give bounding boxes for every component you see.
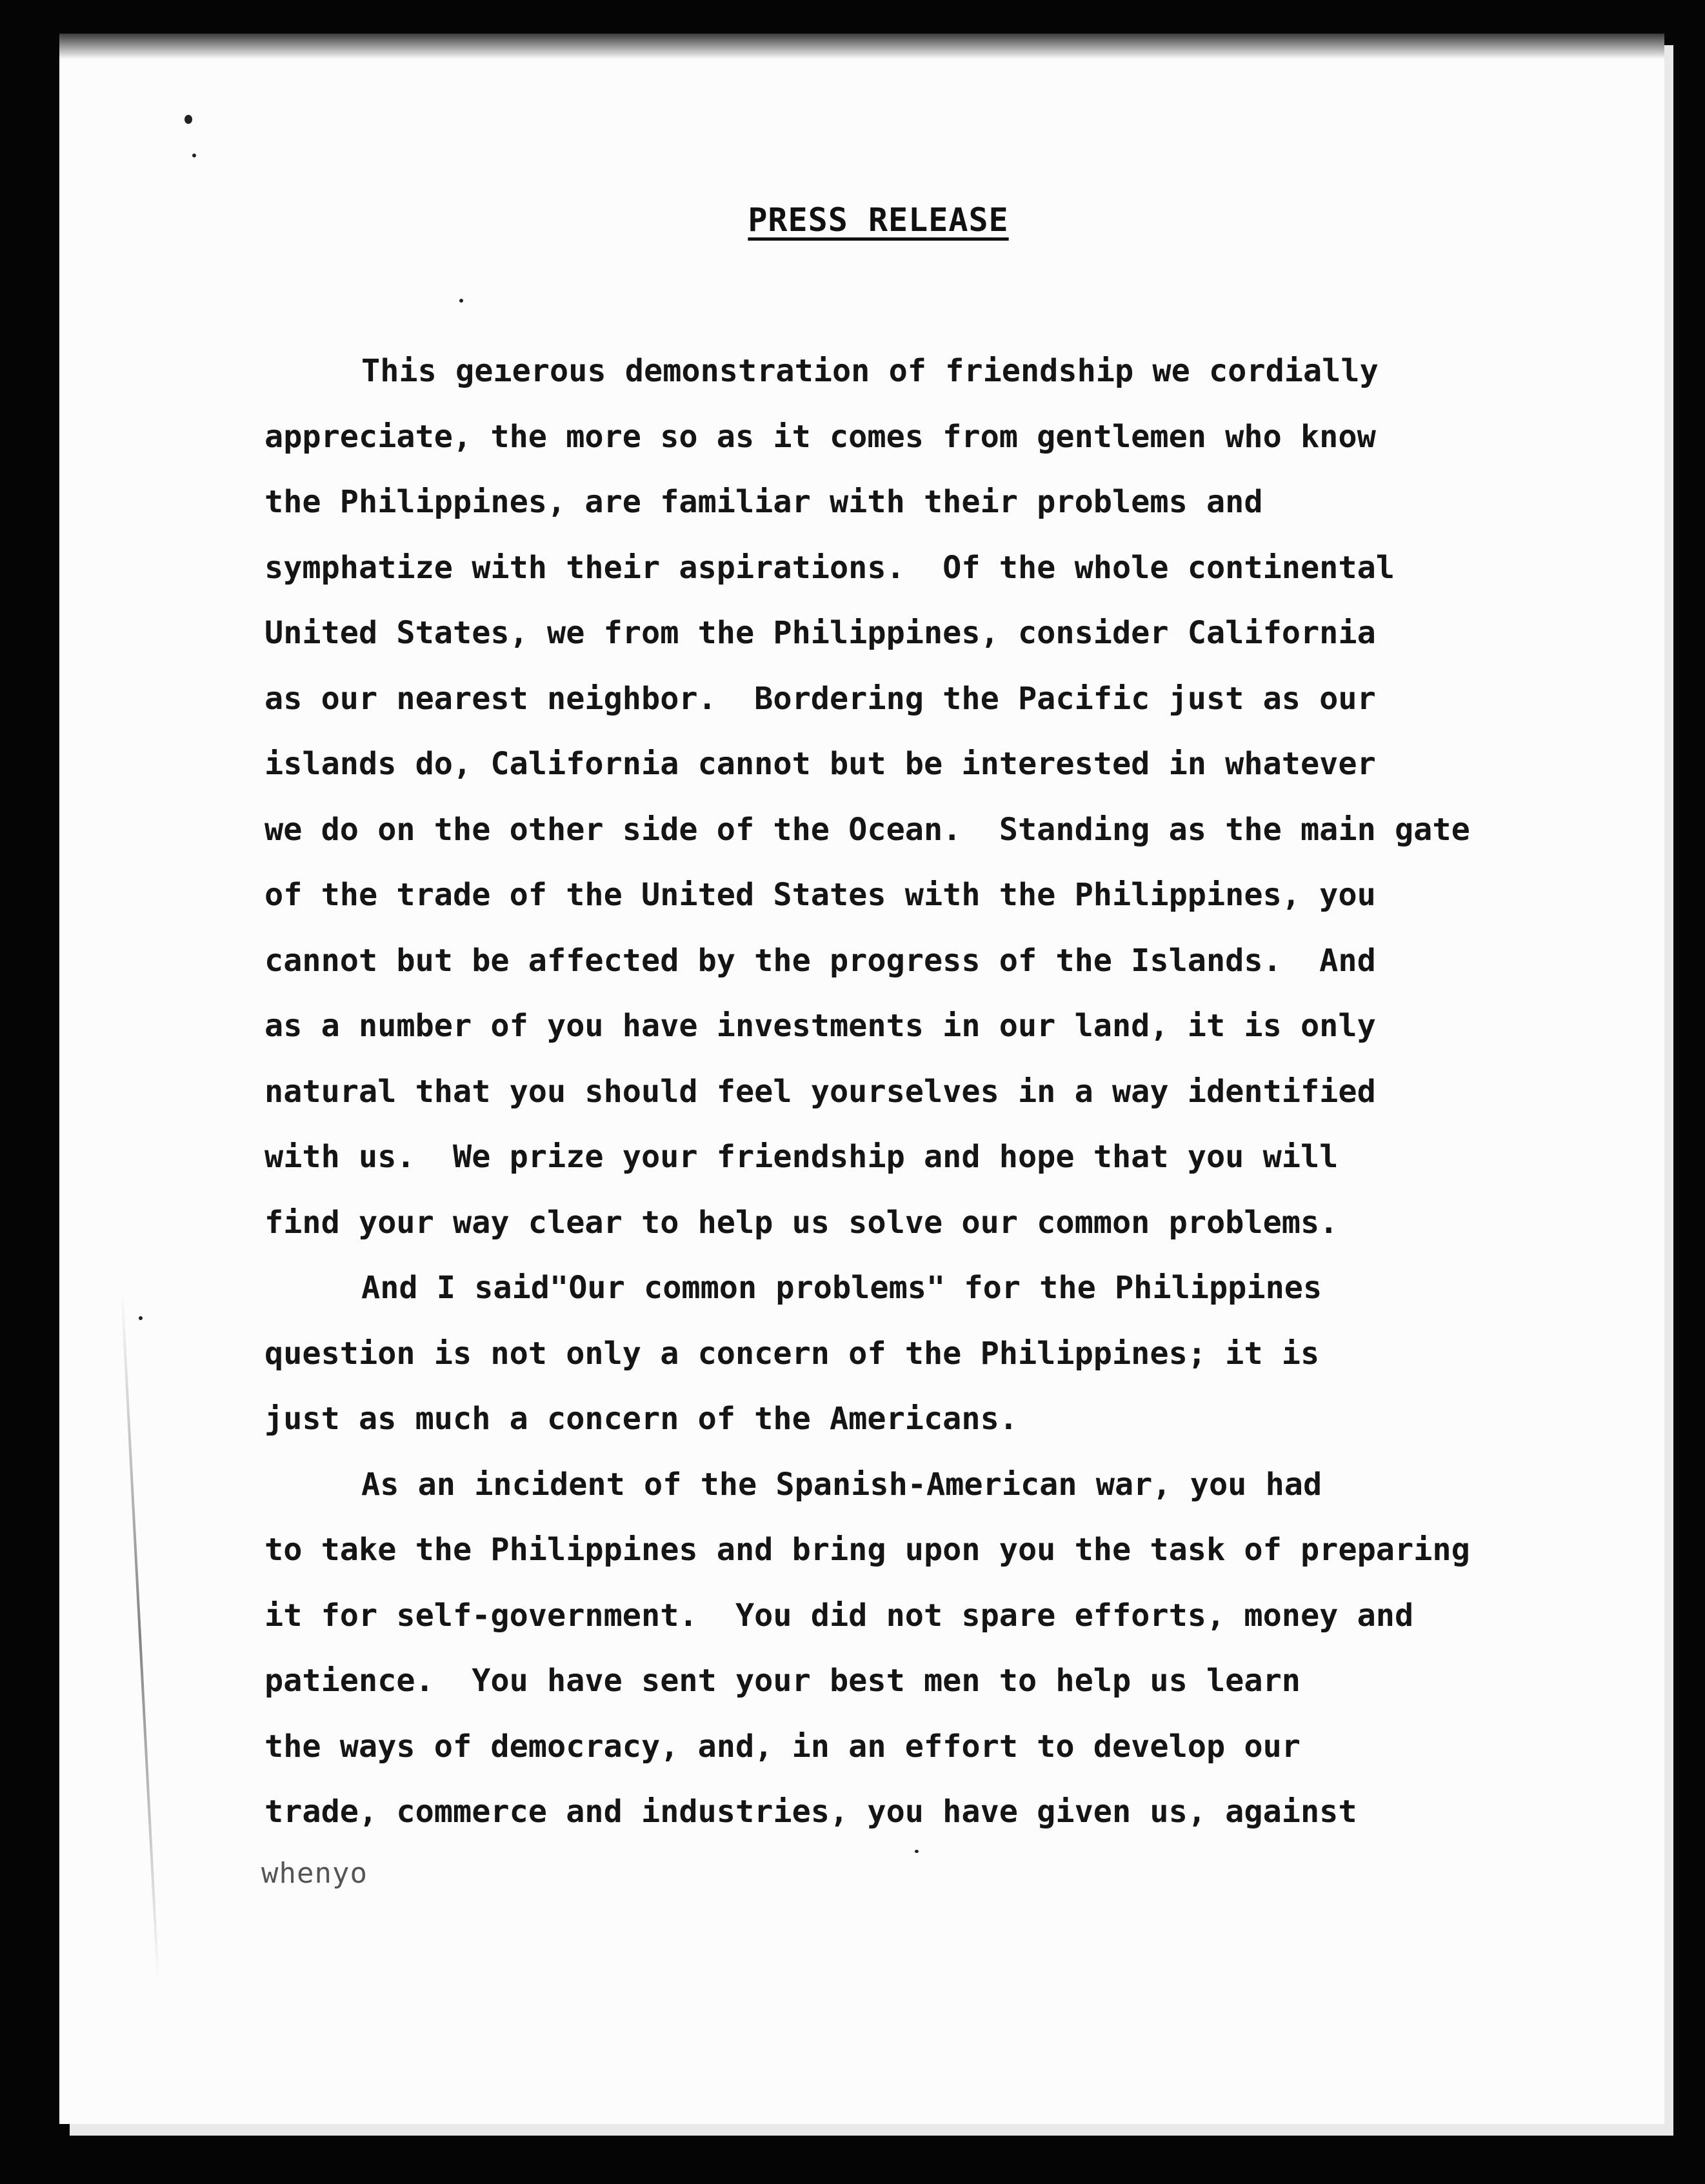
text-line: we do on the other side of the Ocean. Standing as the main gate xyxy=(264,811,1470,848)
text-line: And I said"Our common problems" for the Philippines xyxy=(361,1270,1322,1306)
text-line: with us. We prize your friendship and hope that you will xyxy=(264,1139,1339,1175)
body-text xyxy=(264,339,1555,1845)
text-line: find your way clear to help us solve our common problems. xyxy=(264,1204,1339,1241)
text-line: symphatize with their aspirations. Of the whole continental xyxy=(264,549,1395,586)
page-top-shadow xyxy=(59,34,1664,59)
text-line: as our nearest neighbor. Bordering the Pacific just as our xyxy=(264,680,1376,717)
text-line: United States, we from the Philippines, consider California xyxy=(264,615,1376,651)
paragraph xyxy=(264,1452,1555,1845)
text-line: question is not only a concern of the Philippines; it is xyxy=(264,1335,1320,1372)
text-line: patience. You have sent your best men to help us learn xyxy=(264,1663,1301,1699)
text-line: This geıerous demonstration of friendship we cordially xyxy=(361,353,1379,389)
speck xyxy=(459,299,463,303)
paragraph xyxy=(264,1256,1555,1452)
text-line: the Philippines, are familiar with their problems and xyxy=(264,484,1263,520)
text-line: of the trade of the United States with the Philippines, you xyxy=(264,877,1376,913)
text-line: trade, commerce and industries, you have given us, against xyxy=(264,1794,1357,1830)
speck xyxy=(184,115,192,124)
speck xyxy=(915,1850,919,1853)
text-line: as a number of you have investments in our land, it is only xyxy=(264,1008,1376,1044)
text-line: to take the Philippines and bring upon you the task of preparing xyxy=(264,1532,1470,1568)
text-line: just as much a concern of the Americans. xyxy=(264,1401,1018,1437)
text-line: the ways of democracy, and, in an effort to develop our xyxy=(264,1728,1301,1765)
speck xyxy=(192,154,196,157)
catchword: whenyo xyxy=(261,1857,368,1890)
speck xyxy=(139,1316,143,1320)
text-line: islands do, California cannot but be interested in whatever xyxy=(264,746,1376,782)
paragraph xyxy=(264,339,1555,1256)
text-line: appreciate, the more so as it comes from gentlemen who know xyxy=(264,418,1376,455)
text-line: cannot but be affected by the progress of the Islands. And xyxy=(264,942,1376,979)
text-line: it for self-government. You did not spare efforts, money and xyxy=(264,1597,1414,1634)
text-line: natural that you should feel yourselves in a way identified xyxy=(264,1073,1376,1110)
text-line: As an incident of the Spanish-American war, you had xyxy=(361,1466,1322,1503)
page-title xyxy=(0,201,1705,239)
heading-text: PRESS RELEASE xyxy=(748,201,1009,239)
